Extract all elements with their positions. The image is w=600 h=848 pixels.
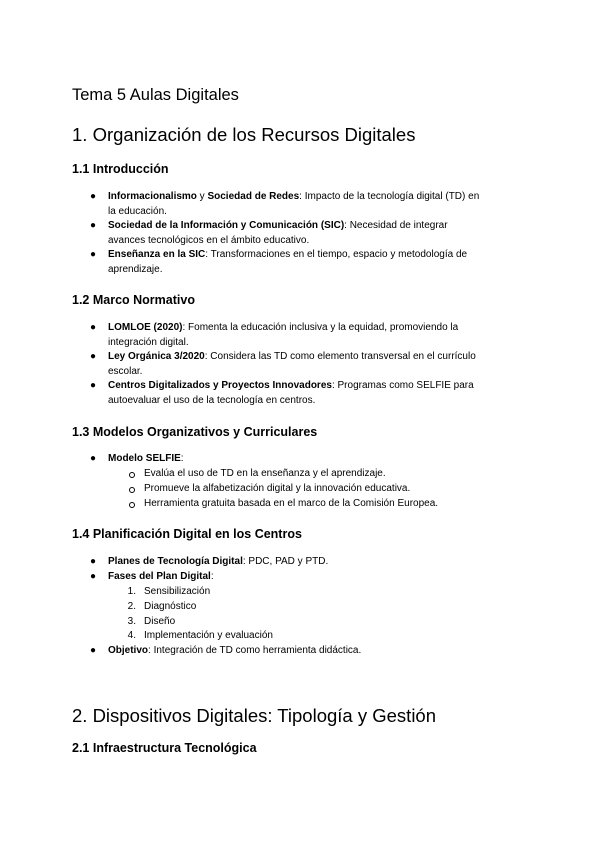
- list-item: Objetivo: Integración de TD como herramienta didáctica.: [108, 645, 362, 656]
- subsection-1-1-heading: 1.1 Introducción: [72, 162, 169, 176]
- subsection-1-3-heading: 1.3 Modelos Organizativos y Curriculares: [72, 425, 318, 439]
- list-item-continuation: avances tecnológicos en el ámbito educativo.: [108, 234, 310, 246]
- list-item: Planes de Tecnología Digital: PDC, PAD y PTD.: [108, 556, 329, 567]
- ordered-list-number: 2.: [127, 601, 136, 612]
- subsection-1-4-heading: 1.4 Planificación Digital en los Centros: [72, 527, 302, 541]
- list-item-continuation: integración digital.: [108, 336, 189, 348]
- bullet-icon: ●: [90, 453, 97, 464]
- hollow-bullet-icon: [129, 472, 135, 478]
- ordered-list-number: 1.: [127, 586, 136, 597]
- list-item: Ley Orgánica 3/2020: Considera las TD como elemento transversal en el currículo: [108, 351, 476, 362]
- ordered-list-number: 3.: [127, 615, 136, 627]
- list-item: Sociedad de la Información y Comunicación (SIC): Necesidad de integrar: [108, 220, 448, 231]
- list-item: Enseñanza en la SIC: Transformaciones en el tiempo, espacio y metodología de: [108, 249, 468, 260]
- document-title: Tema 5 Aulas Digitales: [72, 86, 239, 104]
- sub-list-item: Promueve la alfabetización digital y la innovación educativa.: [144, 483, 411, 494]
- section-2-heading: 2. Dispositivos Digitales: Tipología y Gestión: [72, 705, 437, 726]
- section-1-heading: 1. Organización de los Recursos Digitales: [72, 124, 416, 145]
- subsection-1-2-heading: 1.2 Marco Normativo: [72, 293, 195, 307]
- bullet-icon: ●: [90, 380, 97, 391]
- subsection-2-1-heading: 2.1 Infraestructura Tecnológica: [72, 741, 257, 755]
- ordered-list-item: Implementación y evaluación: [144, 630, 273, 641]
- bullet-icon: ●: [90, 556, 97, 567]
- bullet-icon: ●: [90, 351, 97, 362]
- sub-list-item: Herramienta gratuita basada en el marco de la Comisión Europea.: [144, 498, 439, 509]
- bullet-icon: ●: [90, 322, 97, 333]
- list-item-continuation: autoevaluar el uso de la tecnología en centros.: [108, 394, 316, 406]
- list-item-continuation: aprendizaje.: [108, 263, 163, 275]
- list-item-continuation: la educación.: [108, 205, 167, 217]
- list-item: Modelo SELFIE:: [108, 453, 184, 464]
- ordered-list-number: 4.: [127, 630, 136, 641]
- list-item-continuation: escolar.: [108, 365, 143, 377]
- bullet-icon: ●: [90, 220, 97, 231]
- hollow-bullet-icon: [129, 502, 135, 508]
- ordered-list-item: Diseño: [144, 615, 176, 627]
- sub-list-item: Evalúa el uso de TD en la enseñanza y el aprendizaje.: [144, 468, 386, 479]
- ordered-list-item: Sensibilización: [144, 586, 211, 597]
- bullet-icon: ●: [90, 645, 97, 656]
- list-item: LOMLOE (2020): Fomenta la educación inclusiva y la equidad, promoviendo la: [108, 322, 459, 333]
- list-item: Informacionalismo y Sociedad de Redes: Impacto de la tecnología digital (TD) en: [108, 191, 480, 202]
- list-item: Centros Digitalizados y Proyectos Innovadores: Programas como SELFIE para: [108, 380, 474, 391]
- bullet-icon: ●: [90, 571, 97, 582]
- bullet-icon: ●: [90, 249, 97, 260]
- bullet-icon: ●: [90, 191, 97, 202]
- ordered-list-item: Diagnóstico: [144, 601, 197, 612]
- hollow-bullet-icon: [129, 487, 135, 493]
- list-item: Fases del Plan Digital:: [108, 571, 214, 582]
